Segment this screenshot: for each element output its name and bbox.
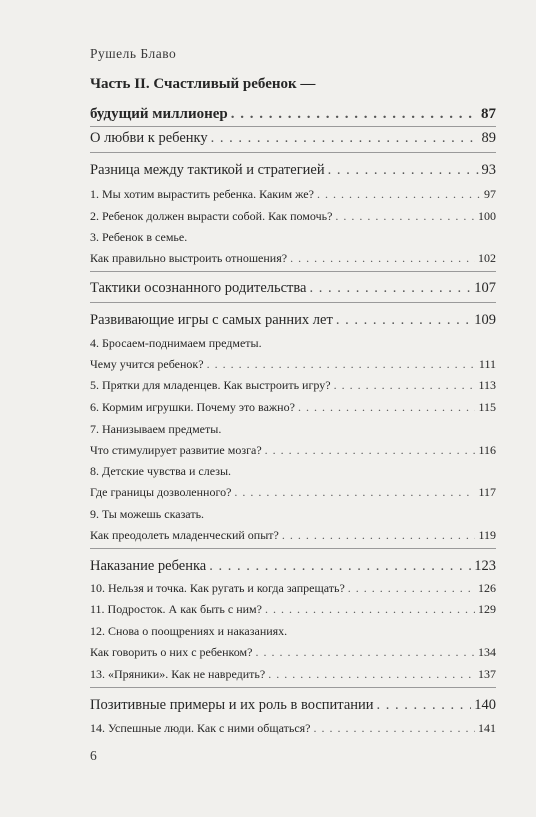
entry-title: Развивающие игры с самых ранних лет xyxy=(90,312,333,328)
toc-entry xyxy=(90,162,496,179)
entry-title: 8. Детские чувства и слезы. xyxy=(90,464,231,478)
entry-title: 11. Подросток. А как быть с ним? xyxy=(90,602,262,616)
divider xyxy=(90,271,496,272)
divider xyxy=(90,152,496,153)
entry-title: О любви к ребенку xyxy=(90,130,208,146)
entry-title: 5. Прятки для младенцев. Как выстроить игру? xyxy=(90,378,331,392)
leader-dots xyxy=(265,602,475,617)
leader-dots xyxy=(231,106,478,123)
entry-title: Как говорить о них с ребенком? xyxy=(90,645,253,659)
toc-entry xyxy=(90,721,496,736)
page-number: 119 xyxy=(478,528,496,542)
leader-dots xyxy=(268,667,475,682)
entry-title: 4. Бросаем-поднимаем предметы. xyxy=(90,336,262,350)
page-number: 137 xyxy=(478,667,496,681)
toc-entry xyxy=(90,581,496,596)
leader-dots xyxy=(335,209,475,224)
toc-entry xyxy=(90,312,496,329)
toc-entry xyxy=(90,251,496,266)
page-number: 100 xyxy=(478,209,496,223)
page-number: 116 xyxy=(478,443,496,457)
leader-dots xyxy=(207,357,476,372)
entry-title: Тактики осознанного родительства xyxy=(90,280,307,296)
entry-title: Как преодолеть младенческий опыт? xyxy=(90,528,279,542)
entry-title: 1. Мы хотим вырастить ребенка. Каким же? xyxy=(90,187,314,201)
page-number-footer: 6 xyxy=(90,748,97,763)
toc-entry xyxy=(90,602,496,617)
page-number: 123 xyxy=(474,558,496,574)
leader-dots xyxy=(282,528,476,543)
page-number: 102 xyxy=(478,251,496,265)
entry-title: 6. Кормим игрушки. Почему это важно? xyxy=(90,400,295,414)
entry-title: Как правильно выстроить отношения? xyxy=(90,251,288,265)
entry-title: Позитивные примеры и их роль в воспитании xyxy=(90,697,374,713)
page-number: 97 xyxy=(484,187,496,201)
leader-dots xyxy=(348,581,475,596)
page-number: 126 xyxy=(478,581,496,595)
toc-entry xyxy=(90,443,496,458)
page-number: 140 xyxy=(474,697,496,713)
page-number: 109 xyxy=(474,312,496,328)
leader-dots xyxy=(234,485,475,500)
entry-title: 7. Нанизываем предметы. xyxy=(90,422,222,436)
leader-dots xyxy=(211,130,479,147)
page-number: 117 xyxy=(478,485,496,499)
part-title-row xyxy=(90,106,496,123)
page-number: 134 xyxy=(478,645,496,659)
entry-title: Наказание ребенка xyxy=(90,558,207,574)
toc-entry xyxy=(90,528,496,543)
toc-entry xyxy=(90,558,496,575)
leader-dots xyxy=(377,697,472,714)
toc-entry xyxy=(90,697,496,714)
leader-dots xyxy=(265,443,476,458)
leader-dots xyxy=(298,400,476,415)
toc-entry xyxy=(90,645,496,660)
divider xyxy=(90,687,496,688)
entry-title: 14. Успешные люди. Как с ними общаться? xyxy=(90,721,311,735)
toc-entry xyxy=(90,130,496,147)
page-number: 129 xyxy=(478,602,496,616)
entry-title: Где границы дозволенного? xyxy=(90,485,232,499)
entry-title: 3. Ребенок в семье. xyxy=(90,230,188,244)
page-number: 107 xyxy=(474,280,496,296)
page-number: 87 xyxy=(481,106,496,122)
entry-title: 13. «Пряники». Как не навредить? xyxy=(90,667,266,681)
part-title-line1: Часть II. Счастливый ребенок — xyxy=(90,76,316,92)
leader-dots xyxy=(336,312,471,329)
leader-dots xyxy=(255,645,475,660)
page-number: 111 xyxy=(478,357,496,371)
leader-dots xyxy=(334,378,476,393)
toc-entry xyxy=(90,400,496,415)
toc-entry xyxy=(90,357,496,372)
entry-title: 9. Ты можешь сказать. xyxy=(90,507,205,521)
part-title-line2: будущий миллионер xyxy=(90,106,228,122)
entry-title: 12. Снова о поощрениях и наказаниях. xyxy=(90,624,288,638)
leader-dots xyxy=(309,280,471,297)
toc-entry xyxy=(90,187,496,202)
toc-entry xyxy=(90,209,496,224)
toc-entry xyxy=(90,280,496,297)
entry-title: Разница между тактикой и стратегией xyxy=(90,162,325,178)
toc-entry xyxy=(90,378,496,393)
leader-dots xyxy=(290,251,475,266)
entry-title: 10. Нельзя и точка. Как ругать и когда запрещать? xyxy=(90,581,345,595)
page-number: 93 xyxy=(481,162,496,178)
running-header-author: Рушель Блаво xyxy=(90,46,177,61)
leader-dots xyxy=(317,187,481,202)
divider xyxy=(90,548,496,549)
page-number: 89 xyxy=(481,130,496,146)
entry-title: Чему учится ребенок? xyxy=(90,357,204,371)
leader-dots xyxy=(328,162,479,179)
page-number: 141 xyxy=(478,721,496,735)
divider xyxy=(90,126,496,127)
leader-dots xyxy=(314,721,476,736)
toc-entry xyxy=(90,667,496,682)
divider xyxy=(90,302,496,303)
toc-entry xyxy=(90,485,496,500)
page-number: 113 xyxy=(478,378,496,392)
leader-dots xyxy=(209,558,471,575)
entry-title: 2. Ребенок должен вырасти собой. Как помочь? xyxy=(90,209,333,223)
page-number: 115 xyxy=(478,400,496,414)
entry-title: Что стимулирует развитие мозга? xyxy=(90,443,262,457)
